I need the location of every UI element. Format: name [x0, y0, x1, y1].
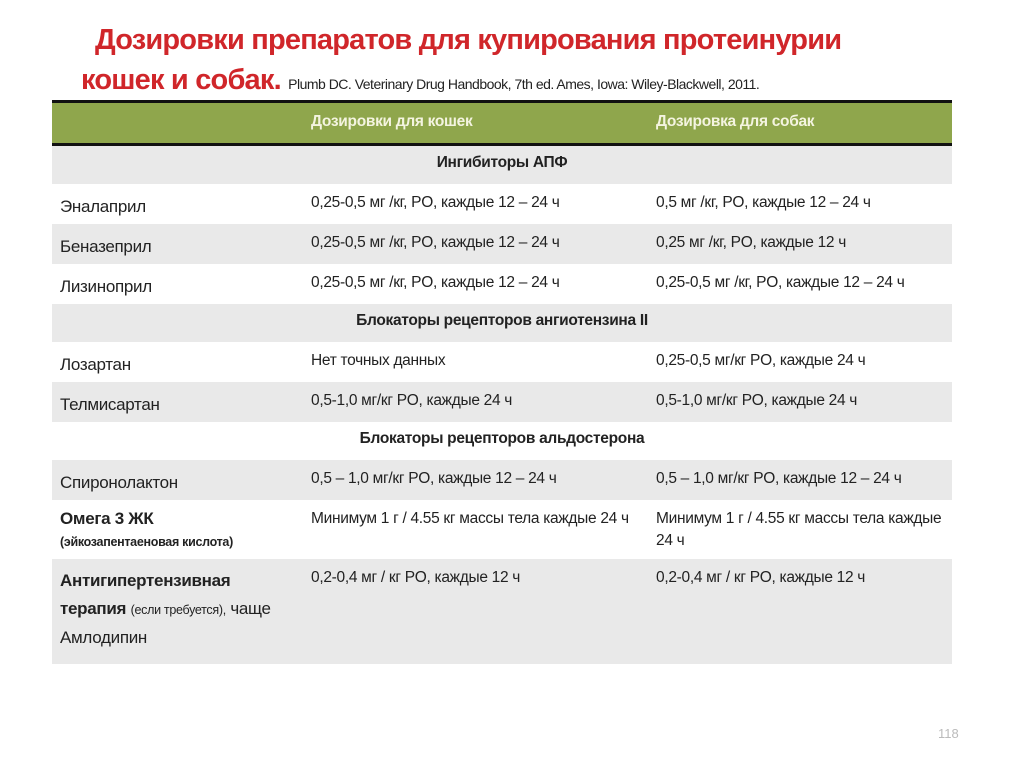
drug-name: Спиронолактон: [60, 473, 178, 492]
section-ald: Блокаторы рецепторов альдостерона: [359, 430, 645, 447]
dog-dose: 0,5 мг /кг, PO, каждые 12 – 24 ч: [656, 194, 871, 211]
title-line2: кошек и собак.: [81, 64, 281, 96]
cat-dose: 0,5 – 1,0 мг/кг PO, каждые 12 – 24 ч: [311, 470, 557, 487]
drug-name: Лизиноприл: [60, 277, 152, 296]
dog-dose: 0,25-0,5 мг /кг, PO, каждые 12 – 24 ч: [656, 274, 905, 291]
section-row: [52, 145, 952, 185]
section-ace: Ингибиторы АПФ: [436, 154, 568, 171]
cat-dose: 0,25-0,5 мг /кг, PO, каждые 12 – 24 ч: [311, 234, 560, 251]
header-cats: Дозировки для кошек: [311, 113, 473, 130]
title-line1: Дозировки препаратов для купирования протеинурии: [95, 24, 842, 56]
dog-dose: 0,5 – 1,0 мг/кг PO, каждые 12 – 24 ч: [656, 470, 902, 487]
header-dogs: Дозировка для собак: [656, 113, 815, 130]
header-drug: [52, 102, 305, 145]
drug-note: (если требуется),: [130, 603, 226, 617]
drug-name: Омега 3 ЖК: [60, 509, 154, 528]
table-row: [52, 382, 952, 422]
table-row: [52, 559, 952, 664]
drug-note: (эйкозапентаеновая кислота): [60, 535, 233, 549]
table-row: [52, 184, 952, 224]
dog-dose: 0,2-0,4 мг / кг PO, каждые 12 ч: [656, 569, 866, 586]
table-row: [52, 342, 952, 382]
slide-number: 118: [938, 726, 959, 741]
slide-title: [81, 20, 842, 104]
dog-dose: Минимум 1 г / 4.55 кг массы тела каждые 24 ч: [656, 510, 942, 549]
cat-dose: 0,2-0,4 мг / кг PO, каждые 12 ч: [311, 569, 521, 586]
citation: Plumb DC. Veterinary Drug Handbook, 7th ed. Ames, Iowa: Wiley-Blackwell, 2011.: [288, 76, 760, 92]
cat-dose: Нет точных данных: [311, 352, 446, 369]
cat-dose: 0,25-0,5 мг /кг, PO, каждые 12 – 24 ч: [311, 194, 560, 211]
table-row: [52, 224, 952, 264]
cat-dose: Минимум 1 г / 4.55 кг массы тела каждые 24 ч: [311, 510, 629, 527]
section-row: [52, 422, 952, 460]
cat-dose: 0,5-1,0 мг/кг PO, каждые 24 ч: [311, 392, 513, 409]
table-row: [52, 264, 952, 304]
drug-name: Беназеприл: [60, 237, 152, 256]
dog-dose: 0,25-0,5 мг/кг PO, каждые 24 ч: [656, 352, 866, 369]
table-row: [52, 460, 952, 500]
cat-dose: 0,25-0,5 мг /кг, PO, каждые 12 – 24 ч: [311, 274, 560, 291]
drug-name: Телмисартан: [60, 395, 160, 414]
section-arb: Блокаторы рецепторов ангиотензина II: [356, 312, 648, 329]
drug-extra: чаще Амлодипин: [60, 599, 271, 647]
drug-name: Лозартан: [60, 355, 131, 374]
drug-name: Эналаприл: [60, 197, 146, 216]
dog-dose: 0,25 мг /кг, PO, каждые 12 ч: [656, 234, 847, 251]
table-header-row: [52, 102, 952, 145]
table-row: [52, 500, 952, 559]
drug-name: Антигипертензивная терапия: [60, 571, 231, 618]
dog-dose: 0,5-1,0 мг/кг PO, каждые 24 ч: [656, 392, 858, 409]
dosage-table: [52, 100, 952, 664]
section-row: [52, 304, 952, 342]
